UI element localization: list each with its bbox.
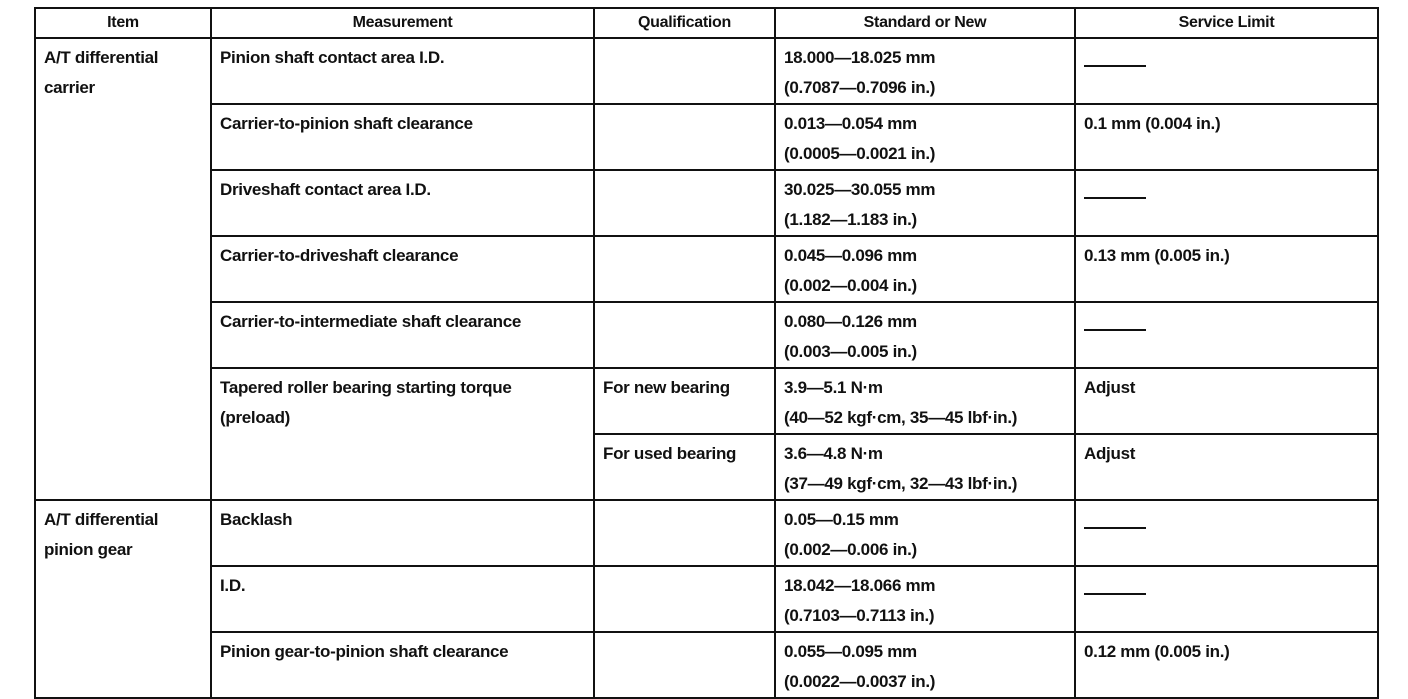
qualification-cell	[594, 38, 775, 104]
measurement-cell	[211, 236, 594, 302]
measurement-text: Carrier-to-intermediate shaft clearance	[220, 312, 522, 331]
service-limit-cell: Adjust	[1075, 434, 1378, 500]
measurement-cell	[211, 368, 594, 500]
table-row	[35, 566, 1378, 632]
none-dash	[1084, 527, 1146, 529]
header-standard: Standard or New	[775, 8, 1075, 38]
measurement-text: (preload)	[220, 408, 291, 427]
qualification-cell	[594, 104, 775, 170]
standard-cell	[775, 632, 1075, 698]
service-limit-cell: 0.1 mm (0.004 in.)	[1075, 104, 1378, 170]
standard-metric: 18.000—18.025 mm	[784, 48, 936, 67]
standard-cell	[775, 566, 1075, 632]
service-limit-cell	[1075, 38, 1378, 104]
table-row	[35, 302, 1378, 368]
table-row	[35, 500, 1378, 566]
standard-cell	[775, 38, 1075, 104]
standard-cell	[775, 236, 1075, 302]
measurement-cell	[211, 170, 594, 236]
standard-imperial: (0.7087—0.7096 in.)	[784, 78, 936, 97]
table-row	[35, 170, 1378, 236]
standard-imperial: (40—52 kgf·cm, 35—45 lbf·in.)	[784, 408, 1018, 427]
standard-metric: 3.6—4.8 N·m	[784, 444, 883, 463]
standard-cell	[775, 302, 1075, 368]
table-row	[35, 632, 1378, 698]
measurement-text: Pinion shaft contact area I.D.	[220, 48, 445, 67]
measurement-cell	[211, 302, 594, 368]
none-dash	[1084, 593, 1146, 595]
standard-cell	[775, 434, 1075, 500]
measurement-text: Carrier-to-driveshaft clearance	[220, 246, 459, 265]
measurement-cell	[211, 500, 594, 566]
qualification-cell	[594, 500, 775, 566]
measurement-text: Pinion gear-to-pinion shaft clearance	[220, 642, 509, 661]
qualification-cell: For used bearing	[594, 434, 775, 500]
service-limit-cell	[1075, 500, 1378, 566]
standard-metric: 3.9—5.1 N·m	[784, 378, 883, 397]
standard-cell	[775, 170, 1075, 236]
measurement-text: Backlash	[220, 510, 293, 529]
qualification-cell	[594, 302, 775, 368]
standard-imperial: (0.7103—0.7113 in.)	[784, 606, 935, 625]
item-cell	[35, 500, 211, 698]
standard-imperial: (0.002—0.004 in.)	[784, 276, 917, 295]
qualification-cell	[594, 236, 775, 302]
standard-imperial: (0.0005—0.0021 in.)	[784, 144, 936, 163]
header-measurement: Measurement	[211, 8, 594, 38]
standard-imperial: (0.0022—0.0037 in.)	[784, 672, 936, 691]
qualification-cell: For new bearing	[594, 368, 775, 434]
none-dash	[1084, 65, 1146, 67]
standard-cell	[775, 500, 1075, 566]
none-dash	[1084, 197, 1146, 199]
standard-metric: 18.042—18.066 mm	[784, 576, 936, 595]
standard-cell	[775, 104, 1075, 170]
standard-cell	[775, 368, 1075, 434]
item-label-line: A/T differential	[44, 510, 159, 529]
service-limit-cell: Adjust	[1075, 368, 1378, 434]
qualification-cell	[594, 170, 775, 236]
header-service-limit: Service Limit	[1075, 8, 1378, 38]
item-label-line: A/T differential	[44, 48, 159, 67]
measurement-text: I.D.	[220, 576, 246, 595]
measurement-cell	[211, 566, 594, 632]
specification-table	[34, 7, 1379, 699]
table-row	[35, 236, 1378, 302]
measurement-cell	[211, 38, 594, 104]
standard-imperial: (0.002—0.006 in.)	[784, 540, 917, 559]
measurement-cell	[211, 104, 594, 170]
table-row	[35, 38, 1378, 104]
measurement-text: Driveshaft contact area I.D.	[220, 180, 431, 199]
item-cell	[35, 38, 211, 500]
service-limit-cell: 0.12 mm (0.005 in.)	[1075, 632, 1378, 698]
standard-imperial: (1.182—1.183 in.)	[784, 210, 917, 229]
measurement-text: Carrier-to-pinion shaft clearance	[220, 114, 473, 133]
standard-metric: 30.025—30.055 mm	[784, 180, 936, 199]
table-row	[35, 368, 1378, 434]
none-dash	[1084, 329, 1146, 331]
standard-metric: 0.045—0.096 mm	[784, 246, 917, 265]
table-row	[35, 104, 1378, 170]
standard-metric: 0.055—0.095 mm	[784, 642, 917, 661]
header-row	[35, 8, 1378, 38]
measurement-text: Tapered roller bearing starting torque	[220, 378, 512, 397]
service-limit-cell: 0.13 mm (0.005 in.)	[1075, 236, 1378, 302]
service-limit-cell	[1075, 302, 1378, 368]
standard-imperial: (37—49 kgf·cm, 32—43 lbf·in.)	[784, 474, 1018, 493]
standard-metric: 0.080—0.126 mm	[784, 312, 917, 331]
service-limit-cell	[1075, 170, 1378, 236]
standard-metric: 0.013—0.054 mm	[784, 114, 917, 133]
service-limit-cell	[1075, 566, 1378, 632]
qualification-cell	[594, 632, 775, 698]
measurement-cell	[211, 632, 594, 698]
header-item: Item	[35, 8, 211, 38]
item-label-line: carrier	[44, 78, 95, 97]
standard-imperial: (0.003—0.005 in.)	[784, 342, 917, 361]
standard-metric: 0.05—0.15 mm	[784, 510, 899, 529]
header-qualification: Qualification	[594, 8, 775, 38]
qualification-cell	[594, 566, 775, 632]
item-label-line: pinion gear	[44, 540, 133, 559]
